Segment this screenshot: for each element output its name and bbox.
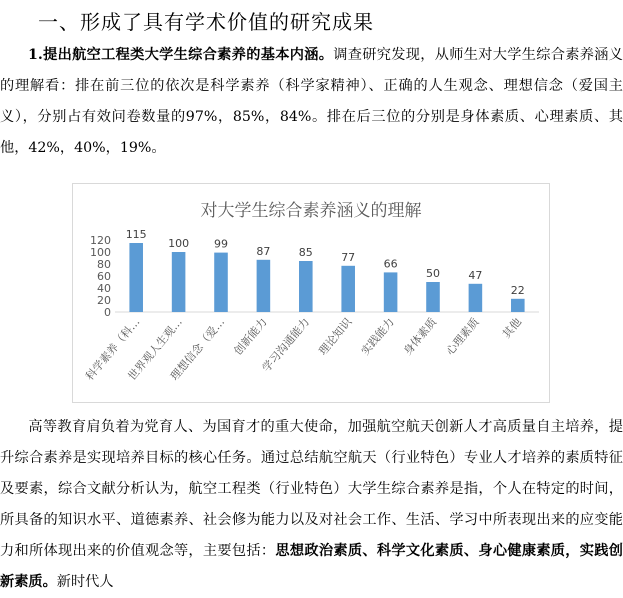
category-label: 实践能力 xyxy=(358,315,397,358)
paragraph-definition-text: 高等教育肩负着为党育人、为国育才的重大使命，加强航空航天创新人才高质量自主培养，提升综合素养是实现培养目标的核心任务。通过总结航空航天（行业特色）专业人才培养的素质特征及要素，综合文献分析认为，航空工程类（行业特色）大学生综合素养是指，个人在特定的时间，所具备的知识水平、道德素养、社会修为能力以及对社会工作、生活、学习中所表现出来的应变能力和所体现出来的价值观念等，主要包括： xyxy=(0,419,623,559)
bar-data-label: 115 xyxy=(125,228,147,241)
paragraph-definition-tail: 新时代人 xyxy=(56,574,114,590)
bar-series xyxy=(129,243,524,312)
section-heading: 一、形成了具有学术价值的研究成果 xyxy=(38,10,374,34)
bar xyxy=(129,243,143,312)
y-axis-ticks xyxy=(90,234,111,319)
y-tick-label: 60 xyxy=(97,270,111,283)
bar xyxy=(426,282,440,312)
category-label: 世界观人生观… xyxy=(125,315,185,383)
paragraph-intro xyxy=(0,40,623,164)
category-label: 理论知识 xyxy=(316,315,355,358)
paragraph-lead: 1.提出航空工程类大学生综合素养的基本内涵。 xyxy=(28,47,334,63)
y-tick-label: 80 xyxy=(97,258,111,271)
bar-data-label: 77 xyxy=(341,250,356,264)
bar-data-label: 87 xyxy=(256,244,271,258)
chart-title: 对大学生综合素养涵义的理解 xyxy=(200,201,422,221)
data-labels xyxy=(126,228,525,297)
paragraph-intro-text: 调查研究发现，从师生对大学生综合素养涵义的理解看：排在前三位的依次是科学素养（科学家精神）、正确的人生观念、理想信念（爱国主义），分别占有效问卷数量的97%，85%，84%。排在后三位的分别是身体素质、心理素质、其他，42%，40%，19%。 xyxy=(0,47,623,156)
category-label: 心理素质 xyxy=(443,315,482,358)
bar xyxy=(511,299,525,312)
y-tick-label: 0 xyxy=(104,306,111,319)
bar-data-label: 85 xyxy=(298,246,313,259)
bar-data-label: 50 xyxy=(426,267,440,280)
bar-data-label: 100 xyxy=(168,237,190,250)
bar xyxy=(172,252,186,312)
category-label: 身体素质 xyxy=(401,315,440,358)
bar-data-label: 66 xyxy=(383,257,398,271)
bar xyxy=(341,266,355,312)
bar-chart xyxy=(72,183,550,403)
bar xyxy=(299,261,313,312)
bar xyxy=(257,260,271,312)
paragraph-definition-bold: 思想政治素质、科学文化素质、身心健康素质，实践创新素质。 xyxy=(0,543,623,590)
y-tick-label: 120 xyxy=(90,234,111,247)
y-tick-label: 100 xyxy=(90,246,111,259)
category-label: 创新能力 xyxy=(231,315,270,358)
y-tick-label: 20 xyxy=(97,294,111,307)
category-label: 理想信念（爱… xyxy=(167,315,228,383)
category-labels xyxy=(82,315,524,383)
y-tick-label: 40 xyxy=(97,282,111,295)
bar-chart-svg xyxy=(73,184,549,402)
category-label: 其他 xyxy=(499,315,525,341)
bar-data-label: 22 xyxy=(510,283,525,297)
category-label: 学习沟通能力 xyxy=(259,315,313,375)
bar-data-label: 47 xyxy=(468,268,483,282)
bar-data-label: 99 xyxy=(214,237,228,251)
bar xyxy=(384,272,398,312)
paragraph-definition xyxy=(0,412,623,598)
bar xyxy=(469,284,483,312)
bar xyxy=(214,253,228,312)
category-label: 科学素养（科… xyxy=(83,315,143,383)
